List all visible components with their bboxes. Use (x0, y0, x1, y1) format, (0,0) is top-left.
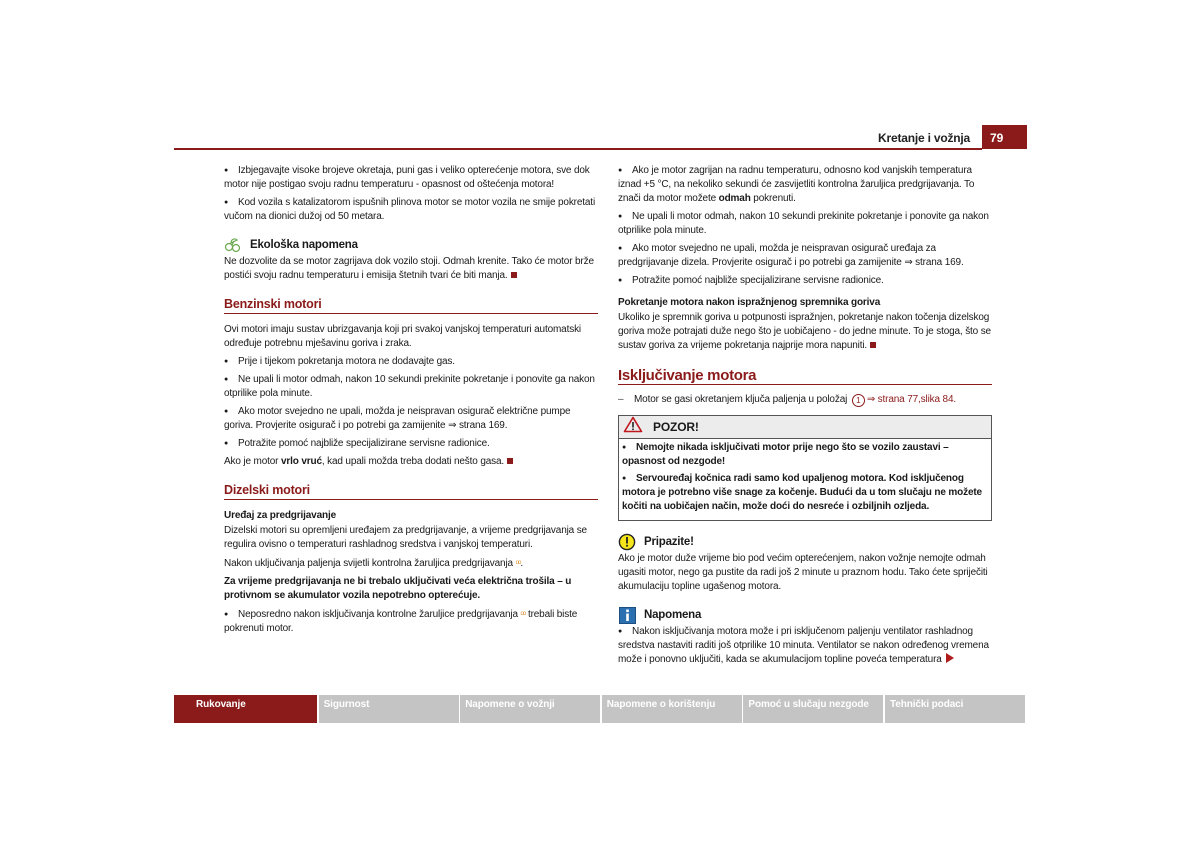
list-item: ● Potražite pomoć najbliže specijalizirane servisne radionice. (618, 274, 992, 288)
note-title: Napomena (618, 606, 992, 624)
tab-napomene-o-koristenju[interactable]: Napomene o korištenju (602, 695, 742, 723)
list-item: ● Neposredno nakon isključivanja kontrolne žaruljice predgrijavanja ᵒᵒ trebali biste pokrenuti motor. (224, 607, 598, 636)
tab-sigurnost[interactable]: Sigurnost (319, 695, 459, 723)
eco-note-text: Ne dozvolite da se motor zagrijava dok vozilo stoji. Odmah krenite. Tako će motor brže postići svoju radnu temperaturu i emisija štetnih tvari će biti manja. (224, 256, 594, 281)
list-item: ● Ako je motor zagrijan na radnu temperaturu, odnosno kod vanjskih temperatura iznad +5 °C, na nekoliko sekundi će zasvijetliti kontrolna žaruljica predgrijavanja. To znači da motor možete odmah pokrenuti. (618, 164, 992, 206)
page-number: 79 (982, 125, 1027, 149)
ignition-position-icon: 1 (852, 394, 865, 407)
exclamation-circle-icon (618, 533, 636, 551)
list-item: ● Prije i tijekom pokretanja motora ne dodavajte gas. (224, 355, 598, 369)
warning-header (619, 416, 991, 439)
list-item: ● Kod vozila s katalizatorom ispušnih plinova motor se motor vozila ne smije pokretati vučom na dionici dužoj od 50 metara. (224, 196, 598, 224)
tab-pomoc-u-slucaju-nezgode[interactable]: Pomoć u slučaju nezgode (743, 695, 883, 723)
list-item: ● Ako motor svejedno ne upali, možda je neispravan osigurač uređaja za predgrijavanje dizela. Provjerite osigurač i po potrebi ga zamijenite ⇒ strana 169. (618, 242, 992, 270)
list-item: ● Potražite pomoć najbliže specijalizirane servisne radionice. (224, 437, 598, 451)
heading-petrol-engines: Benzinski motori (224, 297, 598, 314)
eco-leaf-icon (224, 236, 242, 254)
eco-note-title: Ekološka napomena (224, 236, 598, 254)
heading-diesel-engines: Dizelski motori (224, 483, 598, 500)
end-of-section-mark (511, 272, 517, 278)
glow-plug-lamp-icon: ᵒᵒ (515, 558, 521, 568)
shutdown-step: – Motor se gasi okretanjem ključa paljenja u položaj 1 ⇒ strana 77,slika 84. (618, 393, 992, 407)
empty-tank-text: Ukoliko je spremnik goriva u potpunosti ispražnjen, pokretanje nakon točenja dizelskog goriva može potrajati duže nego što je uobičajeno - do jedne minute. To je stoga, što se sustav goriva za vrijeme pokretanja najprije mora napuniti. (618, 312, 991, 351)
subheading-empty-tank: Pokretanje motora nakon ispražnjenog spremnika goriva (618, 297, 881, 308)
end-of-section-mark (507, 458, 513, 464)
caution-title: Pripazite! (618, 533, 992, 551)
left-column (224, 164, 598, 640)
glow-lamp-text: Nakon uključivanja paljenja svijetli kontrolna žaruljica predgrijavanja ᵒᵒ. (224, 558, 524, 569)
note-text: ● Nakon isključivanja motora može i pri isključenom paljenju ventilator rashladnog sredstva nastaviti raditi još otprilike 10 minuta. Ventilator se nakon određenog vremena može i ponovno uključiti, kada se akumulacijom topline poveća temperatura (618, 625, 992, 667)
header-rule (174, 148, 982, 150)
right-column (618, 164, 992, 671)
chapter-tabs (174, 695, 1027, 723)
cross-reference-link[interactable]: ⇒ strana 77,slika 84. (866, 394, 956, 405)
list-item: ● Servouređaj kočnica radi samo kod upaljenog motora. Kod isključenog motora je potrebno više snage za kočenje. Budući da u tom slučaju ne možete kočiti na uobičajen način, može doći do nesreće i ozbiljnih ozljeda. (622, 472, 988, 514)
diesel-intro: Dizelski motori su opremljeni uređajem za predgrijavanje, a vrijeme predgrijavanja se regulira ovisno o temperaturi rashladnog sredstva i vanjskoj temperaturi. (224, 525, 587, 550)
warning-triangle-icon (623, 416, 643, 438)
list-item: ● Nemojte nikada isključivati motor prije nego što se vozilo zaustavi – opasnost od nezgode! (622, 441, 988, 469)
caution-text: Ako je motor duže vrijeme bio pod većim opterećenjem, nakon vožnje nemojte odmah ugasiti motor, nego ga pustite da radi još 2 minute u praznom hodu. Tako ćete spriječiti akumulaciju topline ugašenog motora. (618, 553, 988, 592)
subheading-preheating: Uređaj za predgrijavanje (224, 510, 337, 521)
end-of-section-mark (870, 342, 876, 348)
list-item: ● Izbjegavajte visoke brojeve okretaja, puni gas i veliko opterećenje motora, sve dok motor nije postigao svoju radnu temperaturu - opasnost od oštećenja motora! (224, 164, 598, 192)
warning-body (619, 439, 991, 520)
list-item: ● Ako motor svejedno ne upali, možda je neispravan osigurač električne pumpe goriva. Provjerite osigurač i po potrebi ga zamijenite ⇒ strana 169. (224, 405, 598, 433)
list-item: ● Ne upali li motor odmah, nakon 10 sekundi prekinite pokretanje i ponovite ga nakon otprilike pola minute. (618, 210, 992, 238)
list-item: ● Ne upali li motor odmah, nakon 10 sekundi prekinite pokretanje i ponovite ga nakon otprilike pola minute. (224, 373, 598, 401)
tab-napomene-o-voznji[interactable]: Napomene o vožnji (460, 695, 600, 723)
diesel-bold-warning: Za vrijeme predgrijavanja ne bi trebalo uključivati veća električna trošila – u protivnom se akumulator vozila nepotrebno opterećuje. (224, 576, 572, 601)
warning-box (618, 415, 992, 521)
petrol-intro: Ovi motori imaju sustav ubrizgavanja koji pri svakoj vanjskoj temperaturi automatski određuje potrebnu mješavinu goriva i zraka. (224, 324, 581, 349)
tab-tehnicki-podaci[interactable]: Tehnički podaci (885, 695, 1025, 723)
tab-rukovanje[interactable]: Rukovanje (174, 695, 317, 723)
section-title: Kretanje i vožnja (878, 131, 970, 145)
warning-title: POZOR! (653, 420, 699, 434)
continue-arrow-icon (946, 653, 954, 663)
heading-engine-shutdown: Isključivanje motora (618, 369, 992, 385)
petrol-hot-engine: Ako je motor vrlo vruć, kad upali možda treba dodati nešto gasa. (224, 455, 598, 469)
info-icon (618, 606, 636, 624)
glow-plug-lamp-icon: ᵒᵒ (520, 609, 526, 619)
